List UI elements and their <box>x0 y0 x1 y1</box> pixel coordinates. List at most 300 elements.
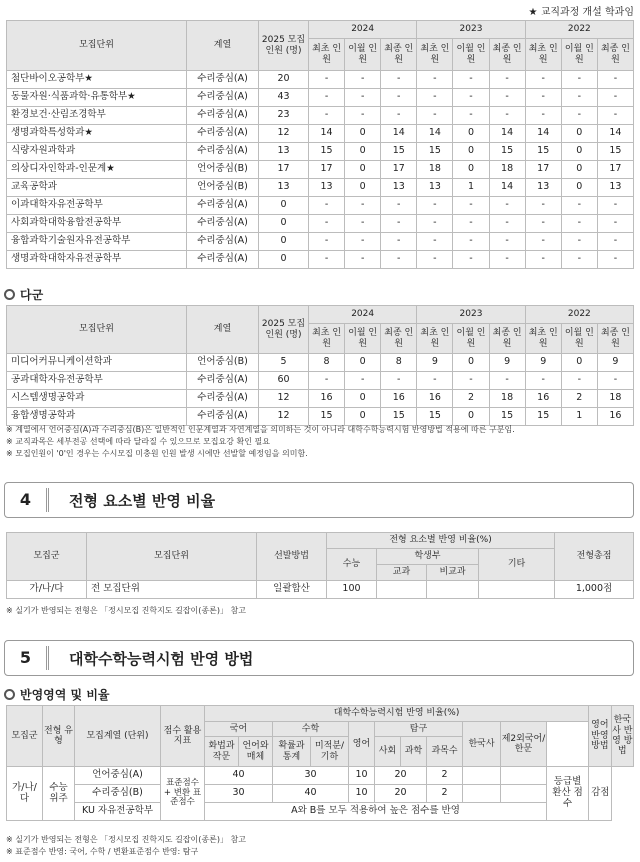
table-row <box>7 354 634 372</box>
th-school-record: 학생부 <box>377 549 479 565</box>
table-row <box>7 89 634 107</box>
th-transfer-count: 이월 인원 <box>345 39 381 71</box>
table-row <box>7 233 634 251</box>
th-track: 계열 <box>187 306 259 354</box>
th-subject: 교과 <box>377 565 427 581</box>
cell-2024-final: 16 <box>381 390 417 408</box>
cell-math: 30 <box>273 767 349 785</box>
cell-2023-final: 18 <box>489 161 525 179</box>
th-math: 수학 <box>273 722 349 737</box>
cell-2022-final: 14 <box>597 125 633 143</box>
cell-unit: 미디어커뮤니케이션학과 <box>7 354 187 372</box>
cell-quota: 0 <box>259 251 309 269</box>
cell-korean: 30 <box>205 785 273 803</box>
cell-2023-final: - <box>489 372 525 390</box>
th-year-2023: 2023 <box>417 306 525 324</box>
cell-2022-final: 18 <box>597 390 633 408</box>
th-year-2024: 2024 <box>309 306 417 324</box>
cell-unit: 전 모집단위 <box>87 581 257 599</box>
th-initial-count: 최초 인원 <box>417 39 453 71</box>
note-line: ※ 표준점수 반영: 국어, 수학 / 변환표준점수 반영: 탐구 <box>6 847 199 856</box>
cell-etc <box>479 581 555 599</box>
cell-2023-final: 15 <box>489 143 525 161</box>
table-row <box>7 143 634 161</box>
section-number: 4 <box>5 488 49 512</box>
cell-2024-transfer: - <box>345 89 381 107</box>
cell-type: 수능 위주 <box>43 767 75 821</box>
cell-track: KU 자유전공학부 <box>75 803 161 821</box>
th-initial-count: 최초 인원 <box>309 39 345 71</box>
group-title: 다군 <box>20 288 44 302</box>
th-transfer-count: 이월 인원 <box>345 324 381 354</box>
cell-quota: 20 <box>259 71 309 89</box>
cell-unit: 시스템생명공학과 <box>7 390 187 408</box>
notes-3 <box>6 834 246 858</box>
cell-2023-initial: - <box>417 197 453 215</box>
th-science: 과학 <box>401 737 427 767</box>
cell-subject-count: 2 <box>427 785 463 803</box>
th-ratio: 전형 요소별 반영 비율(%) <box>327 533 555 549</box>
cell-2023-final: - <box>489 89 525 107</box>
cell-unit: 공과대학자유전공학부 <box>7 372 187 390</box>
cell-2024-transfer: - <box>345 251 381 269</box>
cell-track: 수리중심(A) <box>187 125 259 143</box>
cell-2024-initial: - <box>309 89 345 107</box>
th-korean-b: 언어와 매체 <box>239 737 273 767</box>
cell-2023-final: 15 <box>489 408 525 426</box>
cell-track: 언어중심(B) <box>187 354 259 372</box>
cell-2024-initial: 15 <box>309 408 345 426</box>
cell-2023-final: 14 <box>489 179 525 197</box>
cell-unit: 환경보건·산림조경학부 <box>7 107 187 125</box>
cell-ku-note: A와 B를 모두 적용하여 높은 점수를 반영 <box>205 803 547 821</box>
cell-track: 수리중심(A) <box>187 143 259 161</box>
cell-track: 수리중심(A) <box>187 372 259 390</box>
table-row <box>7 71 634 89</box>
cell-unit: 동물자원·식품과학·유통학부★ <box>7 89 187 107</box>
th-math-a: 확률과 통계 <box>273 737 311 767</box>
th-transfer-count: 이월 인원 <box>453 39 489 71</box>
cell-2023-final: - <box>489 251 525 269</box>
th-group: 모집군 <box>7 706 43 767</box>
cell-2022-final: - <box>597 372 633 390</box>
cell-2024-transfer: 0 <box>345 390 381 408</box>
th-suneung: 수능 <box>327 549 377 581</box>
cell-2024-final: 8 <box>381 354 417 372</box>
cell-2024-initial: 13 <box>309 179 345 197</box>
teaching-course-legend: ★ 교직과정 개설 학과임 <box>528 7 634 18</box>
cell-2024-final: 15 <box>381 408 417 426</box>
cell-2024-initial: 16 <box>309 390 345 408</box>
cell-2023-initial: - <box>417 89 453 107</box>
cell-quota: 0 <box>259 197 309 215</box>
cell-2022-initial: 14 <box>525 125 561 143</box>
cell-2022-final: 13 <box>597 179 633 197</box>
cell-2022-transfer: - <box>561 251 597 269</box>
cell-2022-final: - <box>597 71 633 89</box>
cell-suneung: 100 <box>327 581 377 599</box>
cell-2023-initial: - <box>417 233 453 251</box>
th-english-method: 영어 반영 방법 <box>589 706 611 767</box>
cell-2022-transfer: 1 <box>561 408 597 426</box>
th-year-2024: 2024 <box>309 21 417 39</box>
cell-track: 언어중심(A) <box>75 767 161 785</box>
cell-subject <box>377 581 427 599</box>
cell-2024-transfer: - <box>345 107 381 125</box>
cell-unit: 융합생명공학과 <box>7 408 187 426</box>
cell-2024-final: - <box>381 372 417 390</box>
cell-track: 수리중심(A) <box>187 390 259 408</box>
cell-subject-count: 2 <box>427 767 463 785</box>
cell-unit: 식량자원과학과 <box>7 143 187 161</box>
note-line: ※ 실기가 반영되는 전형은 「정시모집 진학지도 길잡이(종론)」 참고 <box>6 835 246 844</box>
ratio-subheading <box>4 686 110 703</box>
table-row <box>7 215 634 233</box>
note-line: ※ 계열에서 언어중심(A)과 수리중심(B)은 일반적인 인문계열과 자연계열을 의미하는 것이 아니라 대학수학능력시험 반영방법 적용에 따른 구분임. <box>6 425 515 434</box>
cell-2023-final: - <box>489 233 525 251</box>
th-type: 전형 유형 <box>43 706 75 767</box>
th-quota-2025: 2025 모집인원 (명) <box>259 21 309 71</box>
th-final-count: 최종 인원 <box>597 324 633 354</box>
th-score-index: 점수 활용 지표 <box>161 706 205 767</box>
cell-2023-transfer: 0 <box>453 354 489 372</box>
table-row <box>7 125 634 143</box>
cell-quota: 12 <box>259 390 309 408</box>
cell-2023-transfer: - <box>453 233 489 251</box>
cell-group: 가/나/다 <box>7 767 43 821</box>
th-unit: 모집단위 <box>7 21 187 71</box>
cell-2023-transfer: 0 <box>453 143 489 161</box>
cell-2023-initial: - <box>417 372 453 390</box>
cell-2023-transfer: - <box>453 215 489 233</box>
subheading-text: 반영영역 및 비율 <box>20 688 110 702</box>
cell-2024-initial: 8 <box>309 354 345 372</box>
cell-2024-initial: - <box>309 107 345 125</box>
cell-2022-final: - <box>597 89 633 107</box>
cell-2022-transfer: - <box>561 215 597 233</box>
cell-2024-final: 14 <box>381 125 417 143</box>
cell-2024-initial: 14 <box>309 125 345 143</box>
table-row <box>7 372 634 390</box>
cell-2022-transfer: 0 <box>561 354 597 372</box>
notes-1 <box>6 424 515 460</box>
cell-2023-transfer: - <box>453 71 489 89</box>
table-row <box>7 179 634 197</box>
cell-2024-final: - <box>381 233 417 251</box>
cell-2022-initial: 17 <box>525 161 561 179</box>
th-nonsubject: 비교과 <box>427 565 479 581</box>
cell-track: 수리중심(A) <box>187 408 259 426</box>
cell-2022-transfer: - <box>561 89 597 107</box>
cell-2023-transfer: - <box>453 372 489 390</box>
th-unit: 모집단위 <box>87 533 257 581</box>
th-subject-count: 과목수 <box>427 737 463 767</box>
cell-2022-transfer: 0 <box>561 143 597 161</box>
th-method: 선발방법 <box>257 533 327 581</box>
cell-2024-initial: 17 <box>309 161 345 179</box>
cell-2022-initial: - <box>525 71 561 89</box>
cell-2023-transfer: - <box>453 197 489 215</box>
th-suneung-ratio: 대학수학능력시험 반영 비율(%) <box>205 706 589 722</box>
cell-2024-final: - <box>381 89 417 107</box>
cell-2022-final: - <box>597 215 633 233</box>
cell-total: 1,000점 <box>555 581 634 599</box>
table-row <box>7 161 634 179</box>
cell-2023-initial: - <box>417 107 453 125</box>
cell-2022-transfer: - <box>561 107 597 125</box>
cell-2023-transfer: - <box>453 251 489 269</box>
th-final-count: 최종 인원 <box>381 39 417 71</box>
cell-2022-initial: 15 <box>525 143 561 161</box>
th-transfer-count: 이월 인원 <box>453 324 489 354</box>
circle-bullet-icon <box>4 289 15 300</box>
th-korean: 국어 <box>205 722 273 737</box>
cell-2024-final: 13 <box>381 179 417 197</box>
cell-2023-final: - <box>489 107 525 125</box>
cell-2024-final: - <box>381 71 417 89</box>
cell-2022-transfer: - <box>561 197 597 215</box>
cell-track: 수리중심(A) <box>187 71 259 89</box>
note-line: ※ 모집인원이 '0'인 경우는 수시모집 미충원 인원 발생 시에만 선발할 예정임을 의미함. <box>6 449 308 458</box>
table-row <box>7 408 634 426</box>
th-track: 모집계열 (단위) <box>75 706 161 767</box>
cell-2022-final: 15 <box>597 143 633 161</box>
th-math-b: 미적분/ 기하 <box>311 737 349 767</box>
cell-method: 일괄합산 <box>257 581 327 599</box>
cell-2022-transfer: 2 <box>561 390 597 408</box>
cell-2022-initial: - <box>525 215 561 233</box>
cell-2024-transfer: - <box>345 71 381 89</box>
cell-korean: 40 <box>205 767 273 785</box>
cell-2024-initial: 15 <box>309 143 345 161</box>
th-initial-count: 최초 인원 <box>309 324 345 354</box>
cell-2023-initial: - <box>417 215 453 233</box>
th-unit: 모집단위 <box>7 306 187 354</box>
cell-2024-initial: - <box>309 233 345 251</box>
table-row <box>7 197 634 215</box>
table-row <box>7 390 634 408</box>
th-group: 모집군 <box>7 533 87 581</box>
cell-2024-transfer: - <box>345 215 381 233</box>
cell-2023-final: 9 <box>489 354 525 372</box>
cell-quota: 12 <box>259 125 309 143</box>
cell-track: 수리중심(A) <box>187 251 259 269</box>
note-line: ※ 실기가 반영되는 전형은 「정시모집 진학지도 길잡이(종론)」 참고 <box>6 606 246 615</box>
cell-track: 수리중심(B) <box>75 785 161 803</box>
cell-2023-initial: - <box>417 71 453 89</box>
cell-2023-transfer: - <box>453 89 489 107</box>
cell-unit: 생명과학특성학과★ <box>7 125 187 143</box>
th-track: 계열 <box>187 21 259 71</box>
cell-quota: 5 <box>259 354 309 372</box>
cell-2024-final: 15 <box>381 143 417 161</box>
cell-quota: 0 <box>259 215 309 233</box>
cell-2022-initial: - <box>525 233 561 251</box>
cell-2024-final: - <box>381 197 417 215</box>
cell-2024-initial: - <box>309 251 345 269</box>
cell-2022-transfer: - <box>561 71 597 89</box>
cell-foreign-language <box>501 785 547 803</box>
th-english: 영어 <box>349 722 375 767</box>
cell-2024-initial: - <box>309 215 345 233</box>
cell-2024-initial: - <box>309 372 345 390</box>
cell-2023-transfer: - <box>453 107 489 125</box>
cell-2023-final: 14 <box>489 125 525 143</box>
cell-quota: 60 <box>259 372 309 390</box>
cell-unit: 교육공학과 <box>7 179 187 197</box>
cell-2024-initial: - <box>309 71 345 89</box>
cell-2022-transfer: - <box>561 372 597 390</box>
cell-2023-initial: 9 <box>417 354 453 372</box>
cell-track: 언어중심(B) <box>187 161 259 179</box>
th-year-2023: 2023 <box>417 21 525 39</box>
th-quota-2025: 2025 모집인원 (명) <box>259 306 309 354</box>
cell-2022-final: - <box>597 251 633 269</box>
cell-2023-transfer: 2 <box>453 390 489 408</box>
th-year-2022: 2022 <box>525 306 633 324</box>
th-final-count: 최종 인원 <box>489 324 525 354</box>
th-initial-count: 최초 인원 <box>525 324 561 354</box>
cell-english-method: 등급별 환산 점수 <box>547 767 589 821</box>
cell-2022-initial: 13 <box>525 179 561 197</box>
cell-2024-initial: - <box>309 197 345 215</box>
cell-2022-transfer: - <box>561 233 597 251</box>
cell-2024-final: - <box>381 107 417 125</box>
cell-2023-initial: 15 <box>417 143 453 161</box>
cell-2022-final: - <box>597 233 633 251</box>
cell-math: 40 <box>273 785 349 803</box>
cell-score-index: 표준점수 + 변환 표준점수 <box>161 767 205 821</box>
cell-track: 언어중심(B) <box>187 179 259 197</box>
cell-2023-final: - <box>489 197 525 215</box>
cell-track: 수리중심(A) <box>187 215 259 233</box>
cell-2024-transfer: - <box>345 233 381 251</box>
section-4-header <box>4 482 634 518</box>
cell-2022-final: - <box>597 197 633 215</box>
cell-2024-transfer: 0 <box>345 143 381 161</box>
section-title: 대학수학능력시험 반영 방법 <box>69 649 254 668</box>
th-transfer-count: 이월 인원 <box>561 39 597 71</box>
cell-2024-transfer: 0 <box>345 125 381 143</box>
cell-2022-final: 16 <box>597 408 633 426</box>
cell-2024-transfer: 0 <box>345 161 381 179</box>
cell-2023-final: - <box>489 71 525 89</box>
th-etc: 기타 <box>479 549 555 581</box>
cell-2024-final: - <box>381 251 417 269</box>
cell-2023-final: 18 <box>489 390 525 408</box>
section-title: 전형 요소별 반영 비율 <box>69 491 216 510</box>
cell-track: 수리중심(A) <box>187 89 259 107</box>
cell-2022-final: 17 <box>597 161 633 179</box>
th-final-count: 최종 인원 <box>489 39 525 71</box>
table-row <box>7 107 634 125</box>
th-foreign-language: 제2외국어/한문 <box>501 722 547 767</box>
cell-2023-transfer: 0 <box>453 125 489 143</box>
cell-2023-transfer: 0 <box>453 408 489 426</box>
suneung-ratio-table <box>6 705 634 821</box>
cell-2022-initial: - <box>525 197 561 215</box>
cell-quota: 12 <box>259 408 309 426</box>
cell-2022-transfer: 0 <box>561 179 597 197</box>
cell-2023-initial: 14 <box>417 125 453 143</box>
cell-history-method: 감점 <box>589 767 611 821</box>
cell-2022-initial: 9 <box>525 354 561 372</box>
th-korean-a: 화법과 작문 <box>205 737 239 767</box>
cell-2022-initial: - <box>525 372 561 390</box>
cell-2024-final: 17 <box>381 161 417 179</box>
cell-2022-initial: 15 <box>525 408 561 426</box>
section-5-header <box>4 640 634 676</box>
cell-track: 수리중심(A) <box>187 107 259 125</box>
cell-english: 10 <box>349 767 375 785</box>
cell-2023-initial: 18 <box>417 161 453 179</box>
cell-2023-initial: 15 <box>417 408 453 426</box>
cell-2022-final: 9 <box>597 354 633 372</box>
cell-korean-history <box>463 785 501 803</box>
cell-korean-history <box>463 767 501 785</box>
table-row <box>7 251 634 269</box>
cell-inquiry: 20 <box>375 767 427 785</box>
section-number: 5 <box>5 646 49 670</box>
th-final-count: 최종 인원 <box>381 324 417 354</box>
cell-quota: 23 <box>259 107 309 125</box>
admission-table-1 <box>6 20 634 269</box>
th-final-count: 최종 인원 <box>597 39 633 71</box>
th-history-method: 한국사 반영 방법 <box>611 706 633 767</box>
notes-2 <box>6 605 246 617</box>
cell-2023-transfer: 0 <box>453 161 489 179</box>
cell-2023-initial: 16 <box>417 390 453 408</box>
th-initial-count: 최초 인원 <box>525 39 561 71</box>
cell-2023-initial: 13 <box>417 179 453 197</box>
cell-unit: 융합과학기술원자유전공학부 <box>7 233 187 251</box>
cell-quota: 13 <box>259 179 309 197</box>
cell-unit: 의상디자인학과-인문계★ <box>7 161 187 179</box>
element-ratio-table <box>6 532 634 599</box>
th-korean-history: 한국사 <box>463 722 501 767</box>
cell-unit: 첨단바이오공학부★ <box>7 71 187 89</box>
cell-2022-transfer: 0 <box>561 125 597 143</box>
admission-table-2 <box>6 305 634 426</box>
cell-2024-transfer: - <box>345 197 381 215</box>
cell-2024-final: - <box>381 215 417 233</box>
cell-2023-initial: - <box>417 251 453 269</box>
cell-2022-initial: - <box>525 251 561 269</box>
cell-2023-final: - <box>489 215 525 233</box>
cell-track: 수리중심(A) <box>187 197 259 215</box>
cell-track: 수리중심(A) <box>187 233 259 251</box>
th-inquiry: 탐구 <box>375 722 463 737</box>
group-heading <box>4 286 43 303</box>
cell-unit: 생명과학대학자유전공학부 <box>7 251 187 269</box>
cell-2024-transfer: 0 <box>345 408 381 426</box>
cell-2022-initial: - <box>525 107 561 125</box>
th-total: 전형총점 <box>555 533 634 581</box>
cell-2022-final: - <box>597 107 633 125</box>
cell-quota: 43 <box>259 89 309 107</box>
cell-nonsubject <box>427 581 479 599</box>
cell-unit: 사회과학대학융합전공학부 <box>7 215 187 233</box>
cell-2022-initial: - <box>525 89 561 107</box>
cell-quota: 0 <box>259 233 309 251</box>
cell-quota: 17 <box>259 161 309 179</box>
cell-unit: 이과대학자유전공학부 <box>7 197 187 215</box>
cell-2022-initial: 16 <box>525 390 561 408</box>
th-society: 사회 <box>375 737 401 767</box>
cell-2024-transfer: 0 <box>345 354 381 372</box>
th-transfer-count: 이월 인원 <box>561 324 597 354</box>
cell-2023-transfer: 1 <box>453 179 489 197</box>
